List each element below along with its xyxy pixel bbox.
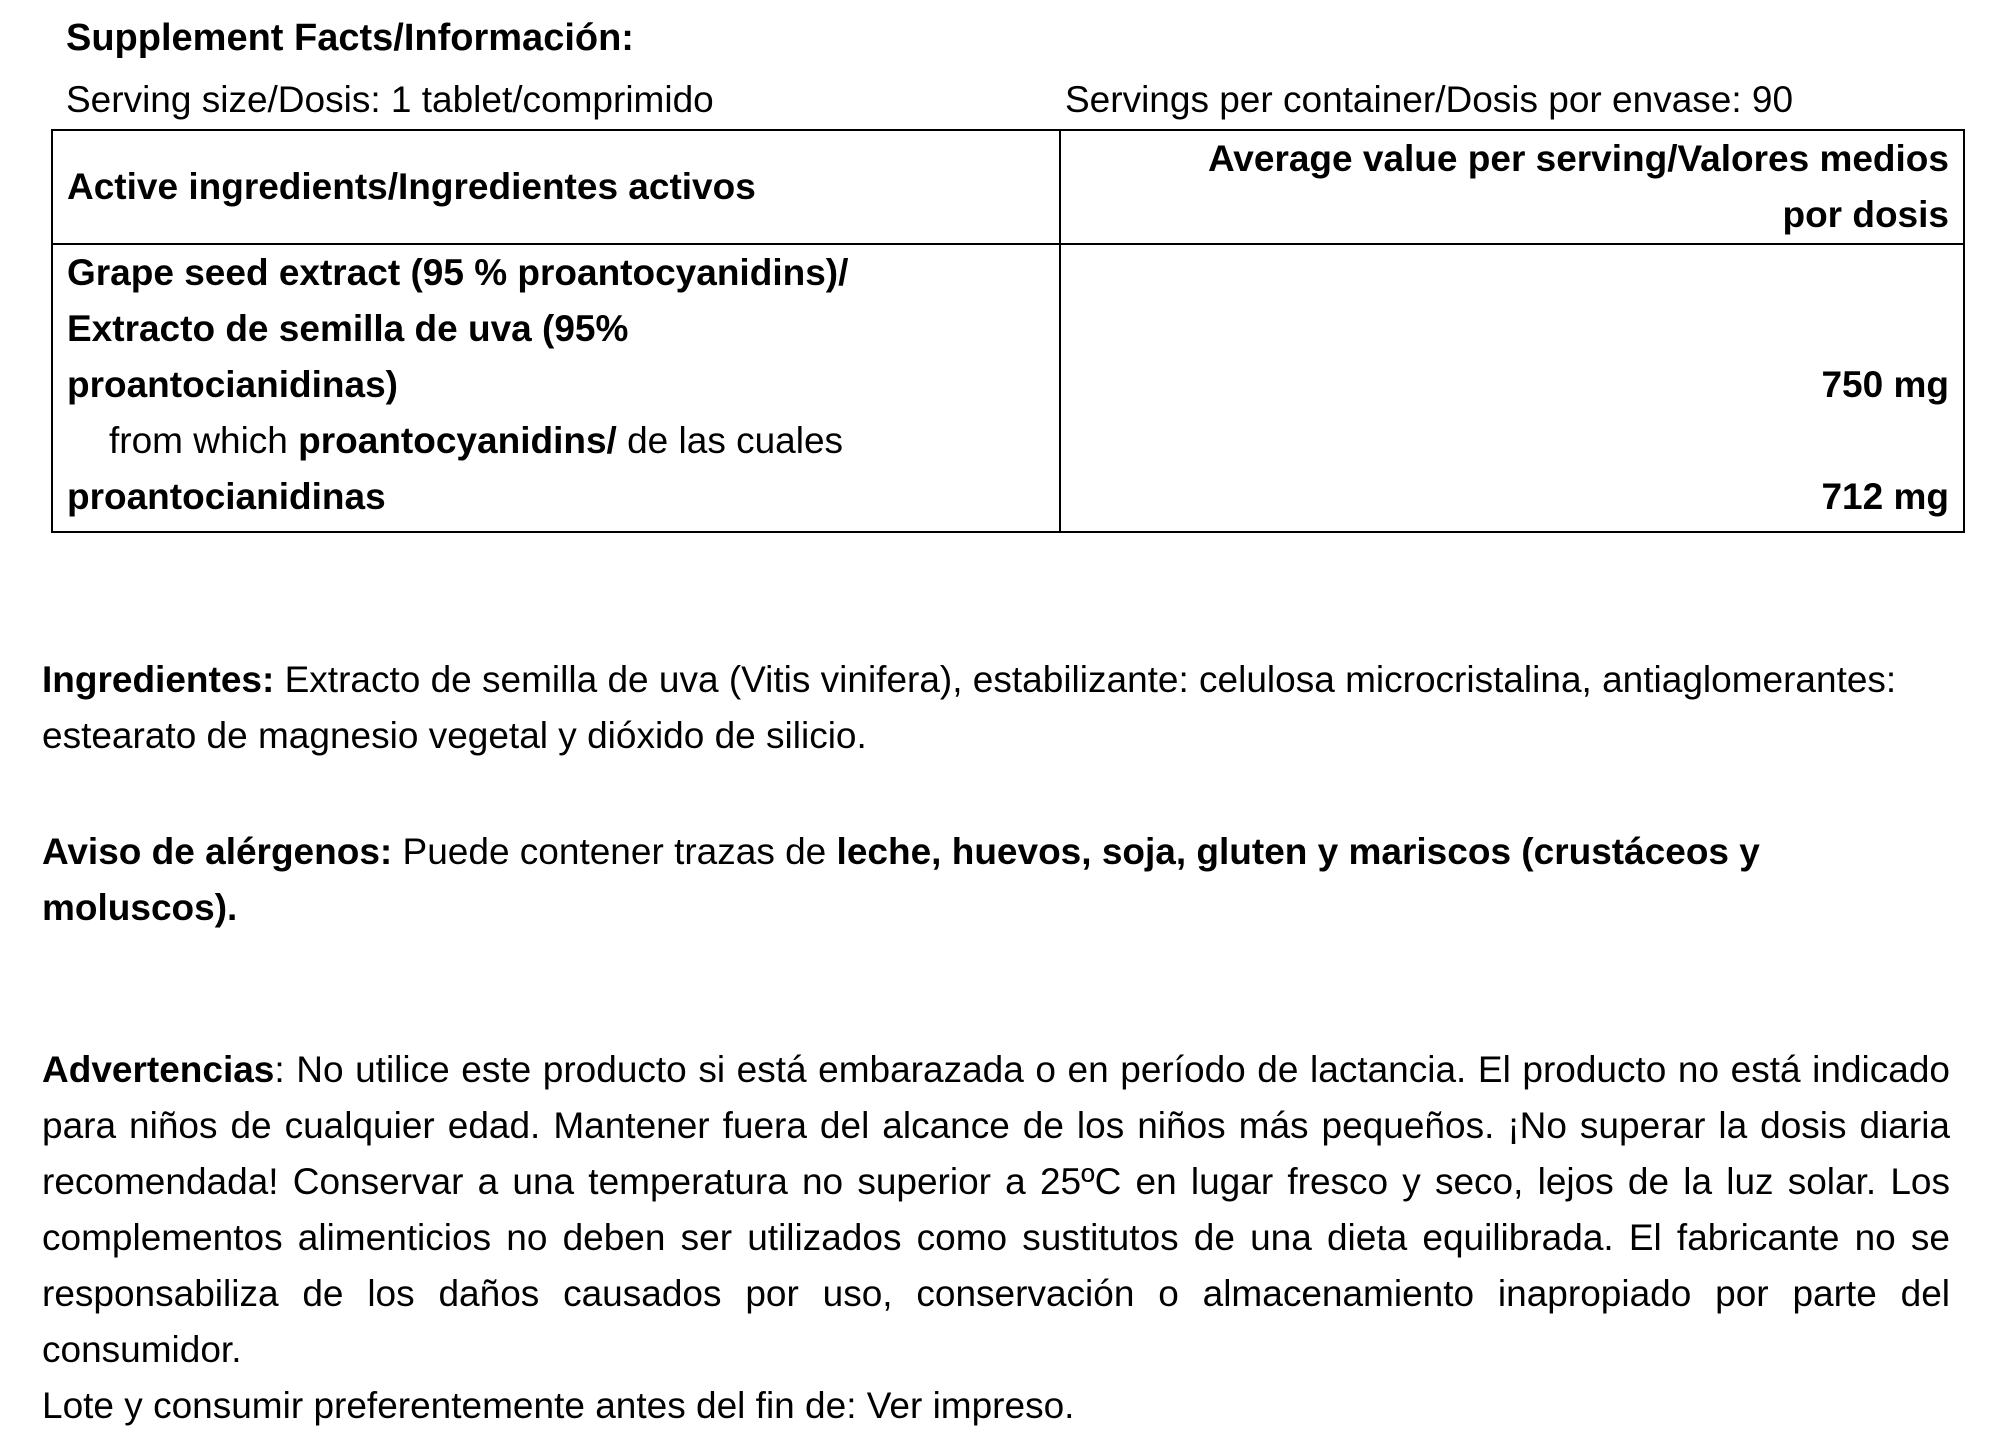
sub-ingredient-line1	[67, 413, 1045, 469]
header-active-ingredients: Active ingredients/Ingredientes activos	[52, 130, 1060, 244]
allergens-paragraph	[42, 824, 1950, 936]
servings-per-container: Servings per container/Dosis por envase: 90	[1065, 79, 1794, 120]
warnings-label: Advertencias	[42, 1049, 275, 1090]
supplement-facts-title: Supplement Facts/Información:	[66, 17, 634, 59]
sub-bold: proantocyanidins/	[298, 420, 617, 461]
ingredients-text: Extracto de semilla de uva (Vitis vinifera), estabilizante: celulosa microcristalina, antiaglomerantes: estearato de magnesio vegetal y dióxido de silicio.	[42, 659, 1897, 756]
allergens-text: Puede contener trazas de	[392, 831, 837, 872]
value-main: 750 mg	[1821, 364, 1949, 405]
ingredient-cell	[52, 244, 1060, 532]
sub-prefix: from which	[109, 420, 299, 461]
header-average-value	[1060, 130, 1964, 244]
supplement-facts-table	[51, 129, 1965, 533]
header-average-value-line2: por dosis	[1782, 194, 1949, 235]
header-average-value-line1: Average value per serving/Valores medios	[1207, 138, 1949, 179]
table-header-row	[52, 130, 1964, 244]
warnings-text: : No utilice este producto si está embarazada o en período de lactancia. El producto no está indicado para niños de cualquier edad. Mantener fuera del alcance de los niños más pequeños. ¡No superar la dosis diaria recomendada! Conservar a una temperatura no superior a 25ºC en lugar fresco y seco, lejos de la luz solar. Los complementos alimenticios no deben ser utilizados como sustitutos de una dieta equilibrada. El fabricante no se responsabiliza de los daños causados por uso, conservación o almacenamiento inapropiado por parte del consumidor.	[42, 1049, 1950, 1370]
ingredients-label: Ingredientes:	[42, 659, 275, 700]
table-row	[52, 244, 1964, 532]
ingredient-name-line3: proantocianidinas)	[67, 364, 398, 405]
ingredient-name-line1: Grape seed extract (95 % proantocyanidins)/	[67, 252, 849, 293]
allergens-list: leche, huevos, soja, gluten y mariscos (crustáceos y moluscos).	[42, 831, 1760, 928]
serving-size: Serving size/Dosis: 1 tablet/comprimido	[66, 79, 714, 120]
sub-ingredient-line2: proantocianidinas	[67, 476, 386, 517]
value-sub: 712 mg	[1821, 476, 1949, 517]
lot-line: Lote y consumir preferentemente antes del fin de: Ver impreso.	[42, 1385, 1075, 1426]
warnings-paragraph	[42, 1042, 1950, 1378]
ingredient-name-line2: Extracto de semilla de uva (95%	[67, 308, 629, 349]
allergens-label: Aviso de alérgenos:	[42, 831, 393, 872]
sub-suffix: de las cuales	[616, 420, 844, 461]
value-cell	[1060, 244, 1964, 532]
ingredients-paragraph	[42, 652, 1950, 764]
